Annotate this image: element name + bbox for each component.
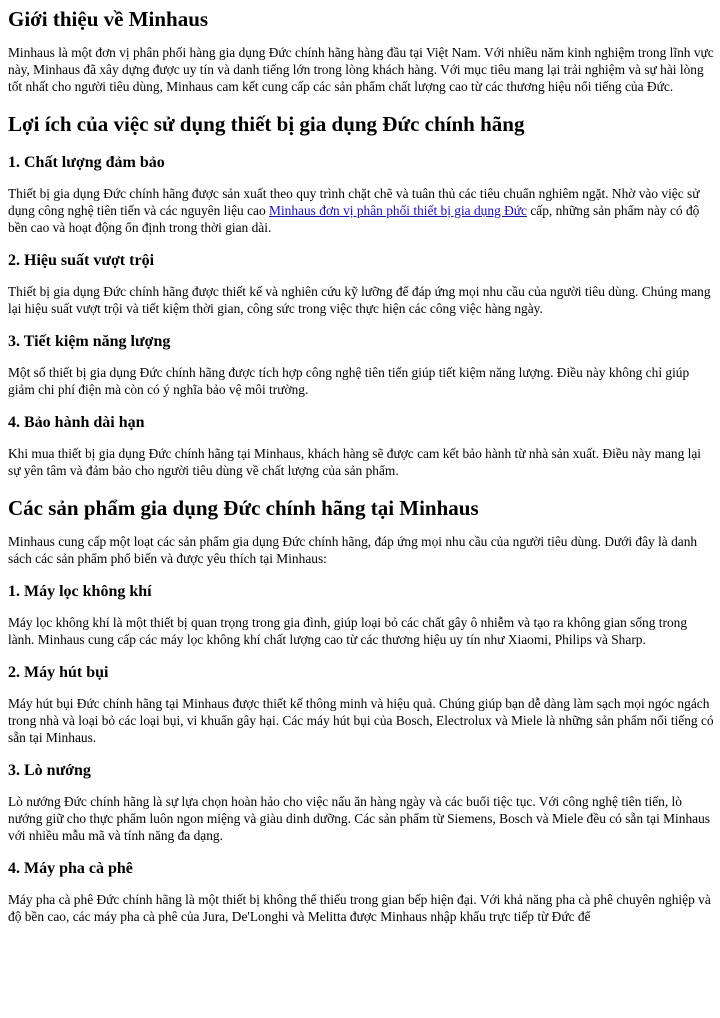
product-heading-vacuum: 2. Máy hút bụi — [8, 663, 109, 681]
benefit-quality-text-after: cấp, những sản phẩm này có độ bền cao và hoạt động ổn định trong thời gian dài. — [8, 202, 700, 235]
product-paragraph-oven: Lò nướng Đức chính hãng là sự lựa chọn hoàn hảo cho việc nấu ăn hàng ngày và các buổi tiệc tục. Với công nghệ tiên tiến, lò nướng giữ cho thực phẩm luôn ngon miệng và giàu dinh dưỡng. Các sản phẩm từ Siemens, Bosch và Miele đều có sẵn tại Minhaus với nhiều mẫu mã và tính năng đa dạng. — [8, 793, 711, 843]
benefit-heading-energy: 3. Tiết kiệm năng lượng — [8, 332, 171, 350]
intro-title: Giới thiệu về Minhaus — [8, 7, 209, 31]
benefit-heading-quality: 1. Chất lượng đảm bảo — [8, 153, 165, 171]
benefits-title: Lợi ích của việc sử dụng thiết bị gia dụng Đức chính hãng — [8, 112, 525, 137]
product-paragraph-vacuum: Máy hút bụi Đức chính hãng tại Minhaus được thiết kế thông minh và hiệu quả. Chúng giúp bạn dễ dàng làm sạch mọi ngóc ngách trong nhà và loại bỏ các loại bụi, vi khuẩn gây hại. Các máy hút bụi của Bosch, Electrolux và Miele là những sản phẩm nổi tiếng có sẵn tại Minhaus. — [8, 695, 714, 745]
document-content — [0, 6, 714, 925]
product-paragraph-coffee-machine: Máy pha cà phê Đức chính hãng là một thiết bị không thể thiếu trong gian bếp hiện đại. Với khả năng pha cà phê chuyên nghiệp và độ bền cao, các máy pha cà phê của Jura, De'Longhi và Melitta được Minhaus nhập khẩu trực tiếp từ Đức để — [8, 891, 711, 924]
benefit-paragraph-energy: Một số thiết bị gia dụng Đức chính hãng được tích hợp công nghệ tiên tiến giúp tiết kiệm năng lượng. Điều này không chỉ giúp giảm chi phí điện mà còn có ý nghĩa bảo vệ môi trường. — [8, 364, 690, 397]
product-heading-coffee-machine: 4. Máy pha cà phê — [8, 859, 133, 877]
product-heading-air-purifier: 1. Máy lọc không khí — [8, 582, 152, 600]
product-heading-oven: 3. Lò nướng — [8, 761, 91, 779]
benefit-paragraph-warranty: Khi mua thiết bị gia dụng Đức chính hãng tại Minhaus, khách hàng sẽ được cam kết bảo hành từ nhà sản xuất. Điều này mang lại sự yên tâm và đảm bảo cho người tiêu dùng về chất lượng của sản phẩm. — [8, 445, 702, 478]
products-title: Các sản phẩm gia dụng Đức chính hãng tại Minhaus — [8, 495, 479, 520]
benefit-paragraph-performance: Thiết bị gia dụng Đức chính hãng được thiết kế và nghiên cứu kỹ lưỡng để đáp ứng mọi nhu cầu của người tiêu dùng. Chúng mang lại hiệu suất vượt trội và tiết kiệm thời gian, công sức trong việc thực hiện các công việc hàng ngày. — [8, 283, 711, 316]
minhaus-distributor-link[interactable]: Minhaus đơn vị phân phối thiết bị gia dụng Đức — [269, 202, 527, 218]
products-intro-paragraph: Minhaus cung cấp một loạt các sản phẩm gia dụng Đức chính hãng, đáp ứng mọi nhu cầu của người tiêu dùng. Dưới đây là danh sách các sản phẩm phổ biến và được yêu thích tại Minhaus: — [8, 533, 698, 566]
benefit-heading-performance: 2. Hiệu suất vượt trội — [8, 251, 155, 269]
benefit-paragraph-quality — [8, 185, 714, 236]
benefit-heading-warranty: 4. Bảo hành dài hạn — [8, 413, 145, 431]
benefit-quality-text-before: Thiết bị gia dụng Đức chính hãng được sản xuất theo quy trình chặt chẽ và tuân thủ các tiêu chuẩn nghiêm ngặt. Nhờ vào việc sử dụng công nghệ tiên tiến và các nguyên liệu cao — [8, 185, 700, 218]
product-paragraph-air-purifier: Máy lọc không khí là một thiết bị quan trọng trong gia đình, giúp loại bỏ các chất gây ô nhiễm và tạo ra không gian sống trong lành. Minhaus cung cấp các máy lọc không khí chất lượng cao từ các thương hiệu uy tín như Xiaomi, Philips và Sharp. — [8, 614, 688, 647]
intro-paragraph: Minhaus là một đơn vị phân phối hàng gia dụng Đức chính hãng hàng đầu tại Việt Nam. Với nhiều năm kinh nghiệm trong lĩnh vực này, Minhaus đã xây dựng được uy tín và danh tiếng lớn trong lòng khách hàng. Với mục tiêu mang lại trải nghiệm và sự hài lòng tốt nhất cho người tiêu dùng, Minhaus cam kết cung cấp các sản phẩm chất lượng cao từ các thương hiệu nổi tiếng của Đức. — [8, 45, 714, 95]
